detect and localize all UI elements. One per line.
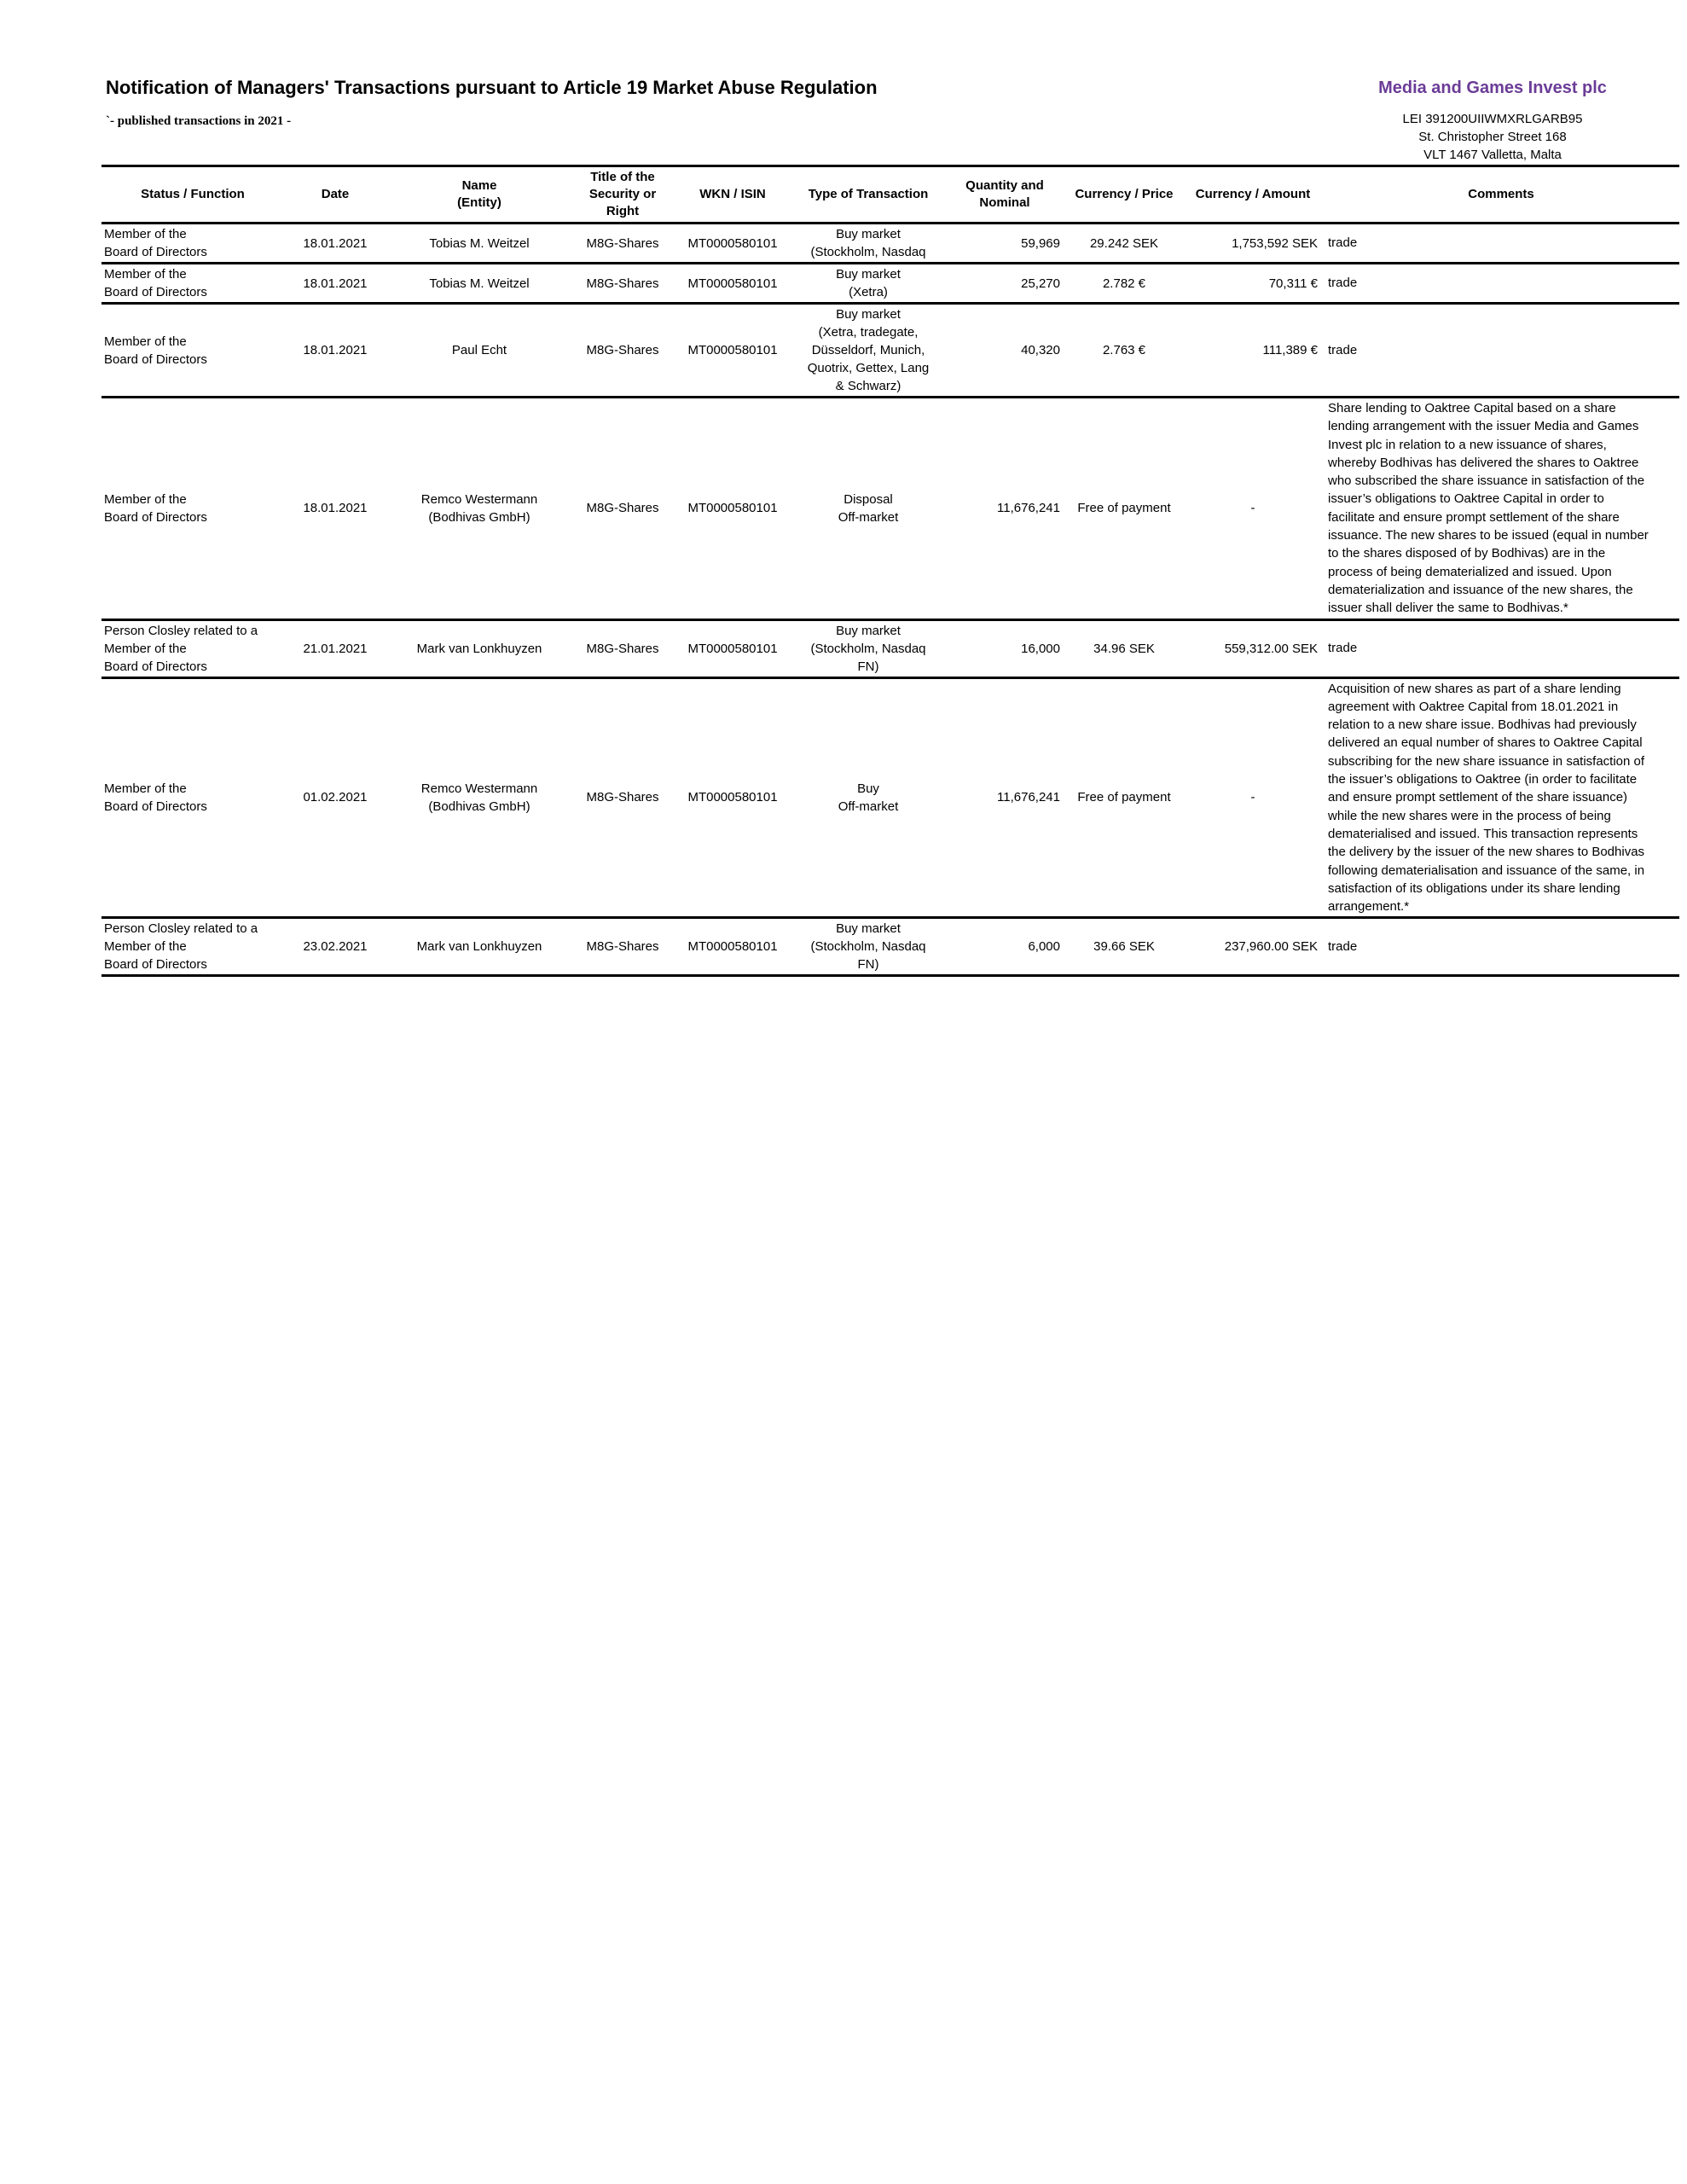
price-cell: 2.763 € bbox=[1065, 304, 1183, 398]
status-cell: Member of the Board of Directors bbox=[101, 398, 284, 620]
isin-cell: MT0000580101 bbox=[673, 264, 792, 304]
security-cell: M8G-Shares bbox=[572, 224, 673, 264]
company-street: St. Christopher Street 168 bbox=[1418, 130, 1567, 144]
quantity-cell: 16,000 bbox=[944, 619, 1065, 677]
type-cell: Buy market (Stockholm, Nasdaq FN) bbox=[792, 619, 944, 677]
table-row bbox=[101, 304, 1679, 398]
isin-header: WKN / ISIN bbox=[673, 166, 792, 224]
security-header: Title of the Security or Right bbox=[572, 166, 673, 224]
price-cell: 29.242 SEK bbox=[1065, 224, 1183, 264]
price-cell: 2.782 € bbox=[1065, 264, 1183, 304]
security-cell: M8G-Shares bbox=[572, 264, 673, 304]
table-header-row bbox=[101, 166, 1679, 224]
status-header: Status / Function bbox=[101, 166, 284, 224]
name-cell: Mark van Lonkhuyzen bbox=[386, 619, 572, 677]
price-cell: 39.66 SEK bbox=[1065, 918, 1183, 976]
isin-cell: MT0000580101 bbox=[673, 224, 792, 264]
status-cell: Member of the Board of Directors bbox=[101, 224, 284, 264]
table-row bbox=[101, 619, 1679, 677]
type-cell: Buy market (Xetra) bbox=[792, 264, 944, 304]
isin-cell: MT0000580101 bbox=[673, 619, 792, 677]
amount-cell: - bbox=[1183, 398, 1323, 620]
table-row bbox=[101, 918, 1679, 976]
type-cell: Buy market (Xetra, tradegate, Düsseldorf, Munich, Quotrix, Gettex, Lang & Schwarz) bbox=[792, 304, 944, 398]
status-cell: Member of the Board of Directors bbox=[101, 304, 284, 398]
comments-header: Comments bbox=[1323, 166, 1679, 224]
date-cell: 18.01.2021 bbox=[284, 224, 386, 264]
comment-cell: trade bbox=[1323, 264, 1679, 304]
price-cell: 34.96 SEK bbox=[1065, 619, 1183, 677]
status-cell: Person Closley related to a Member of the Board of Directors bbox=[101, 918, 284, 976]
status-cell: Member of the Board of Directors bbox=[101, 677, 284, 918]
quantity-header: Quantity and Nominal bbox=[944, 166, 1065, 224]
comment-cell: trade bbox=[1323, 224, 1679, 264]
comment-cell: trade bbox=[1323, 304, 1679, 398]
type-cell: Disposal Off-market bbox=[792, 398, 944, 620]
price-cell: Free of payment bbox=[1065, 677, 1183, 918]
company-lei: LEI 391200UIIWMXRLGARB95 bbox=[1402, 112, 1583, 126]
name-cell: Remco Westermann (Bodhivas GmbH) bbox=[386, 398, 572, 620]
table-row bbox=[101, 677, 1679, 918]
status-cell: Member of the Board of Directors bbox=[101, 264, 284, 304]
security-cell: M8G-Shares bbox=[572, 677, 673, 918]
security-cell: M8G-Shares bbox=[572, 619, 673, 677]
table-row bbox=[101, 264, 1679, 304]
company-info bbox=[1330, 78, 1655, 164]
quantity-cell: 6,000 bbox=[944, 918, 1065, 976]
amount-cell: - bbox=[1183, 677, 1323, 918]
date-cell: 18.01.2021 bbox=[284, 304, 386, 398]
date-cell: 18.01.2021 bbox=[284, 398, 386, 620]
amount-cell: 70,311 € bbox=[1183, 264, 1323, 304]
name-cell: Mark van Lonkhuyzen bbox=[386, 918, 572, 976]
type-cell: Buy Off-market bbox=[792, 677, 944, 918]
company-city: VLT 1467 Valletta, Malta bbox=[1423, 148, 1562, 162]
isin-cell: MT0000580101 bbox=[673, 918, 792, 976]
document-title: Notification of Managers' Transactions pursuant to Article 19 Market Abuse Regulation bbox=[106, 77, 878, 98]
comment-cell: Acquisition of new shares as part of a share lending agreement with Oaktree Capital from 18.01.2021 in relation to a new share issue. Bodhivas had previously delivered an equal number of shares to Oaktree Capital subscribing for the new share issuance in satisfaction of the issuer’s obligations to Oaktree (in order to facilitate and ensure prompt settlement of the share issuance) while the new shares were in the process of being dematerialised and issued. This transaction represents the delivery by the issuer of the new shares to Bodhivas following dematerialisation and issuance of the same, in satisfaction of its obligations under its share lending arrangement.* bbox=[1323, 677, 1679, 918]
quantity-cell: 25,270 bbox=[944, 264, 1065, 304]
security-cell: M8G-Shares bbox=[572, 398, 673, 620]
table-body bbox=[101, 224, 1679, 976]
name-cell: Tobias M. Weitzel bbox=[386, 264, 572, 304]
amount-header: Currency / Amount bbox=[1183, 166, 1323, 224]
date-cell: 01.02.2021 bbox=[284, 677, 386, 918]
quantity-cell: 59,969 bbox=[944, 224, 1065, 264]
type-cell: Buy market (Stockholm, Nasdaq FN) bbox=[792, 918, 944, 976]
name-cell: Paul Echt bbox=[386, 304, 572, 398]
security-cell: M8G-Shares bbox=[572, 918, 673, 976]
quantity-cell: 11,676,241 bbox=[944, 398, 1065, 620]
document-subtitle: `- published transactions in 2021 - bbox=[106, 114, 292, 128]
type-cell: Buy market (Stockholm, Nasdaq bbox=[792, 224, 944, 264]
name-cell: Tobias M. Weitzel bbox=[386, 224, 572, 264]
type-header: Type of Transaction bbox=[792, 166, 944, 224]
comment-cell: Share lending to Oaktree Capital based on a share lending arrangement with the issuer Media and Games Invest plc in relation to a new issuance of shares, whereby Bodhivas has delivered the shares to Oaktree who subscribed the share issuance in satisfaction of the issuer’s obligations to Oaktree Capital in order to facilitate and ensure prompt settlement of the share issuance. The new shares to be issued (equal in number to the shares disposed of by Bodhivas) are in the process of being dematerialized and issued. Upon dematerialization and issuance of the new shares, the issuer shall deliver the same to Bodhivas.* bbox=[1323, 398, 1679, 620]
comment-cell: trade bbox=[1323, 619, 1679, 677]
isin-cell: MT0000580101 bbox=[673, 398, 792, 620]
name-header: Name (Entity) bbox=[386, 166, 572, 224]
comment-cell: trade bbox=[1323, 918, 1679, 976]
table-row bbox=[101, 398, 1679, 620]
amount-cell: 237,960.00 SEK bbox=[1183, 918, 1323, 976]
status-cell: Person Closley related to a Member of the Board of Directors bbox=[101, 619, 284, 677]
price-header: Currency / Price bbox=[1065, 166, 1183, 224]
security-cell: M8G-Shares bbox=[572, 304, 673, 398]
transactions-table bbox=[101, 165, 1679, 977]
amount-cell: 1,753,592 SEK bbox=[1183, 224, 1323, 264]
quantity-cell: 40,320 bbox=[944, 304, 1065, 398]
amount-cell: 111,389 € bbox=[1183, 304, 1323, 398]
date-cell: 21.01.2021 bbox=[284, 619, 386, 677]
date-cell: 18.01.2021 bbox=[284, 264, 386, 304]
name-cell: Remco Westermann (Bodhivas GmbH) bbox=[386, 677, 572, 918]
date-header: Date bbox=[284, 166, 386, 224]
company-name: Media and Games Invest plc bbox=[1378, 78, 1607, 97]
price-cell: Free of payment bbox=[1065, 398, 1183, 620]
quantity-cell: 11,676,241 bbox=[944, 677, 1065, 918]
table-row bbox=[101, 224, 1679, 264]
isin-cell: MT0000580101 bbox=[673, 304, 792, 398]
date-cell: 23.02.2021 bbox=[284, 918, 386, 976]
amount-cell: 559,312.00 SEK bbox=[1183, 619, 1323, 677]
isin-cell: MT0000580101 bbox=[673, 677, 792, 918]
